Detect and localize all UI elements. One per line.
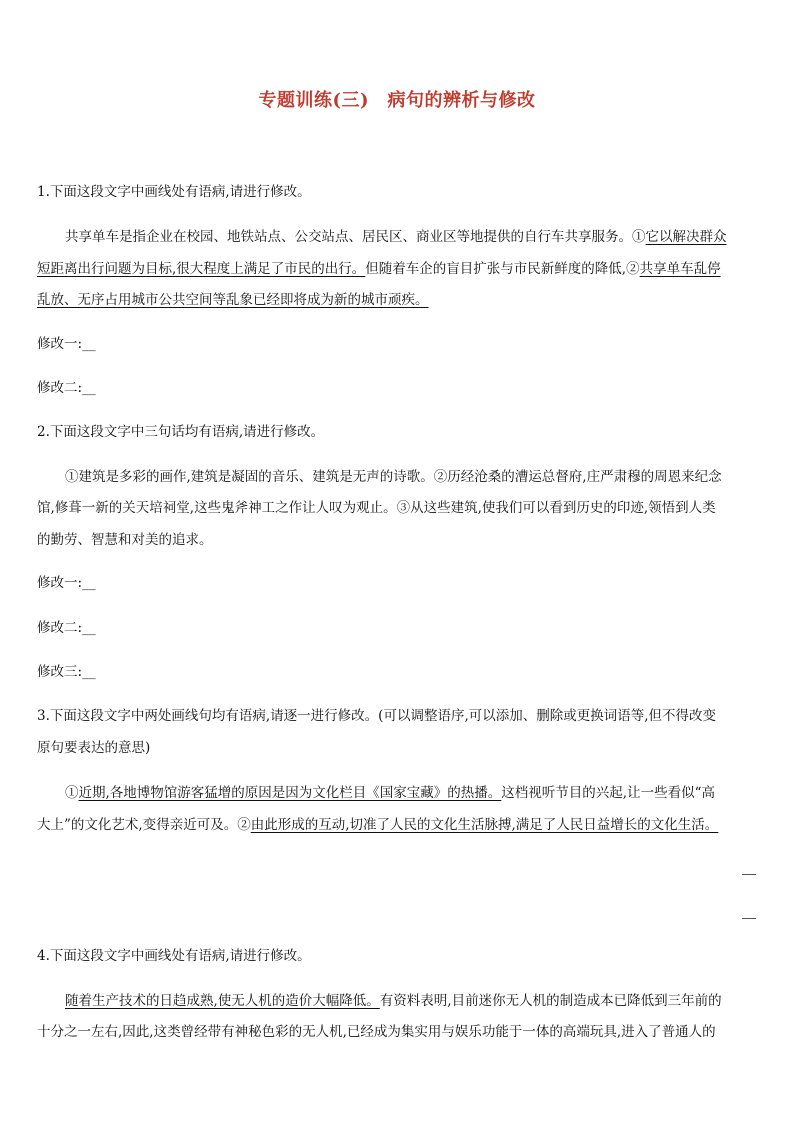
revision-label: 修改二:	[37, 380, 83, 396]
question-4-prompt: 4.下面这段文字中画线处有语病,请进行修改。	[37, 948, 311, 964]
answer-blank[interactable]: __	[82, 380, 96, 396]
question-4-passage-line-2: 十分之一左右,因此,这类曾经带有神秘色彩的无人机,已经成为集实用与娱乐功能于一体的高端玩具,进入了普通人的	[37, 1024, 716, 1040]
question-2-passage-line-1: ①建筑是多彩的画作,建筑是凝固的音乐、建筑是无声的诗歌。②历经沧桑的漕运总督府,庄严肃穆的周恩来纪念	[65, 469, 722, 485]
revision-label: 修改一:	[37, 575, 83, 591]
question-1-prompt: 1.下面这段文字中画线处有语病,请进行修改。	[37, 184, 311, 200]
answer-line-2[interactable]	[742, 918, 756, 919]
passage-text: 但随着车企的盲目扩张与市民新鲜度的降低,②	[365, 261, 640, 277]
question-3-prompt-line-2: 原句要表达的意思)	[37, 740, 151, 756]
revision-label: 修改二:	[37, 620, 83, 636]
question-1-passage-line-1	[65, 227, 757, 247]
passage-text: 大上”的文化艺术,变得亲近可及。②	[37, 817, 251, 833]
question-1-revision-1	[37, 334, 757, 354]
question-3-passage-line-2	[37, 815, 757, 835]
revision-label: 修改三:	[37, 664, 83, 680]
underlined-sentence-2: 由此形成的互动,切准了人民的文化生活脉搏,满足了人民日益增长的文化生活。	[250, 817, 719, 833]
page-title: 专题训练(三) 病句的辨析与修改	[258, 90, 536, 111]
passage-text: 这档视听节目的兴起,让一些看似“高	[501, 785, 715, 801]
question-2-revision-2	[37, 618, 757, 638]
question-1-revision-2	[37, 378, 757, 398]
underlined-sentence-1-cont: 短距离出行问题为目标,很大程度上满足了市民的出行。	[37, 261, 366, 277]
question-2-revision-3	[37, 662, 757, 682]
revision-label: 修改一:	[37, 336, 83, 352]
question-3-passage-line-1	[65, 783, 757, 803]
question-2-revision-1	[37, 573, 757, 593]
question-4-passage-line-1	[65, 991, 757, 1011]
answer-blank[interactable]: __	[82, 664, 96, 680]
answer-blank[interactable]: __	[82, 575, 96, 591]
underlined-sentence-2-cont: 乱放、无序占用城市公共空间等乱象已经即将成为新的城市顽疾。	[37, 292, 429, 308]
underlined-sentence-1: 它以解决群众	[645, 229, 727, 245]
question-2-passage-line-3: 的勤劳、智慧和对美的追求。	[37, 532, 213, 548]
question-1-passage-line-2	[37, 259, 757, 279]
question-3-prompt-line-1: 3.下面这段文字中两处画线句均有语病,请逐一进行修改。(可以调整语序,可以添加、删除或更换词语等,但不得改变	[37, 708, 717, 724]
answer-line-1[interactable]	[742, 874, 756, 875]
question-2-prompt: 2.下面这段文字中三句话均有语病,请进行修改。	[37, 424, 325, 440]
answer-blank[interactable]: __	[82, 336, 96, 352]
answer-blank[interactable]: __	[82, 620, 96, 636]
passage-text: ①	[65, 785, 79, 801]
question-2-passage-line-2: 馆,修葺一新的关天培祠堂,这些鬼斧神工之作让人叹为观止。③从这些建筑,使我们可以看到历史的印迹,领悟到人类	[37, 500, 716, 516]
underlined-sentence-1: 近期,各地博物馆游客猛增的原因是因为文化栏目《国家宝藏》的热播。	[78, 785, 502, 801]
question-1-passage-line-3	[37, 290, 757, 310]
underlined-sentence-2: 共享单车乱停	[639, 261, 721, 277]
passage-text: 共享单车是指企业在校园、地铁站点、公交站点、居民区、商业区等地提供的自行车共享服务。①	[65, 229, 646, 245]
underlined-sentence-1: 随着生产技术的日趋成熟,使无人机的造价大幅降低。	[65, 993, 380, 1009]
passage-text: 有资料表明,目前迷你无人机的制造成本已降低到三年前的	[379, 993, 722, 1009]
